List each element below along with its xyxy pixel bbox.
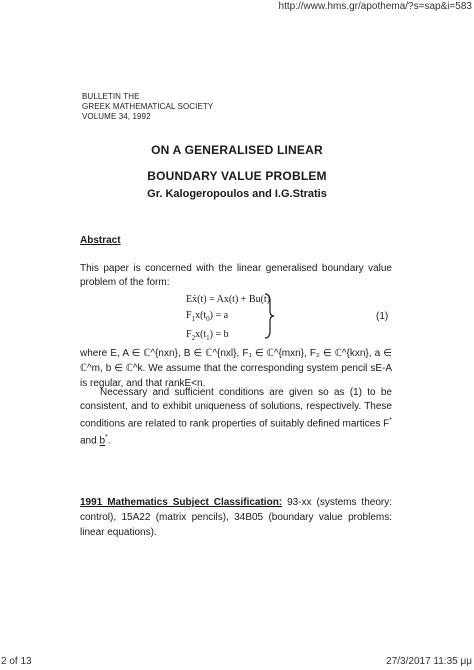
equation-2-lhs: F [186, 310, 192, 321]
equation-system [186, 292, 270, 346]
equation-line-2 [186, 308, 270, 327]
equation-3-mid: x(t [195, 329, 207, 340]
abstract-paragraph-1: This paper is concerned with the linear generalised boundary value problem of the form: [80, 263, 392, 288]
msc-label: 1991 Mathematics Subject Classification: [80, 497, 283, 508]
equation-2-rhs: ) = a [209, 310, 229, 321]
equation-line-3 [186, 327, 270, 346]
msc-text: 93-xx (systems theory: control), 15A22 (matrix pencils), 34B05 (boundary value problems: linear equations). [80, 497, 393, 538]
paragraph-3-b: b [99, 435, 106, 447]
title-block [0, 143, 474, 200]
abstract-heading: Abstract [80, 235, 121, 246]
header-url: http://www.hms.gr/apothema/?s=sap&i=583 [278, 1, 472, 12]
paragraph-3-text: Necessary and sufficient conditions are given so as (1) to be consistent, and to exhibit uniqueness of solutions, respectively. These conditions are related to rank properties of suitably defined martices F [80, 387, 392, 430]
equation-3-rhs: ) = b [209, 329, 229, 340]
equation-2-sub-2: 0 [206, 315, 210, 323]
paragraph-3-and: and [80, 435, 100, 447]
right-brace [264, 293, 274, 339]
equation-2-sub-1: 1 [191, 315, 196, 323]
journal-info [82, 92, 213, 122]
journal-line-1: BULLETIN THE [82, 92, 140, 101]
equation-3-sub-1: 2 [191, 334, 196, 342]
equation-3-sub-2: 1 [206, 334, 210, 342]
equation-line-1: Eẋ(t) = Ax(t) + Bu(t) [186, 294, 271, 305]
page-counter: 2 of 13 [1, 656, 32, 667]
paragraph-3-sup-2: * [105, 434, 108, 442]
abstract-paragraph-3 [80, 386, 392, 449]
abstract-paragraph-2: where E, A ∈ ℂ^{nxn}, B ∈ ℂ^{nxl}, F₁ ∈ ℂ^{mxn}, F₂ ∈ ℂ^{kxn}, a ∈ ℂ^m, b ∈ ℂ^k. We assume that the corresponding system pencil sE-A is regular, and that rankE<n. [80, 348, 392, 389]
equation-2-mid: x(t [195, 310, 207, 321]
journal-line-2: GREEK MATHEMATICAL SOCIETY [82, 102, 214, 111]
paragraph-3-end: . [107, 435, 111, 447]
paper-title-line-2: BOUNDARY VALUE PROBLEM [147, 169, 327, 183]
paragraph-3-sup-1: * [389, 417, 392, 424]
paper-title-line-1: ON A GENERALISED LINEAR [151, 143, 323, 157]
equation-number: (1) [376, 311, 389, 322]
equation-3-lhs: F [186, 329, 192, 340]
print-datetime: 27/3/2017 11:35 μμ [386, 656, 472, 667]
journal-volume: VOLUME 34, 1992 [82, 112, 151, 121]
msc-classification [80, 495, 392, 540]
paper-authors: Gr. Kalogeropoulos and I.G.Stratis [147, 188, 327, 200]
